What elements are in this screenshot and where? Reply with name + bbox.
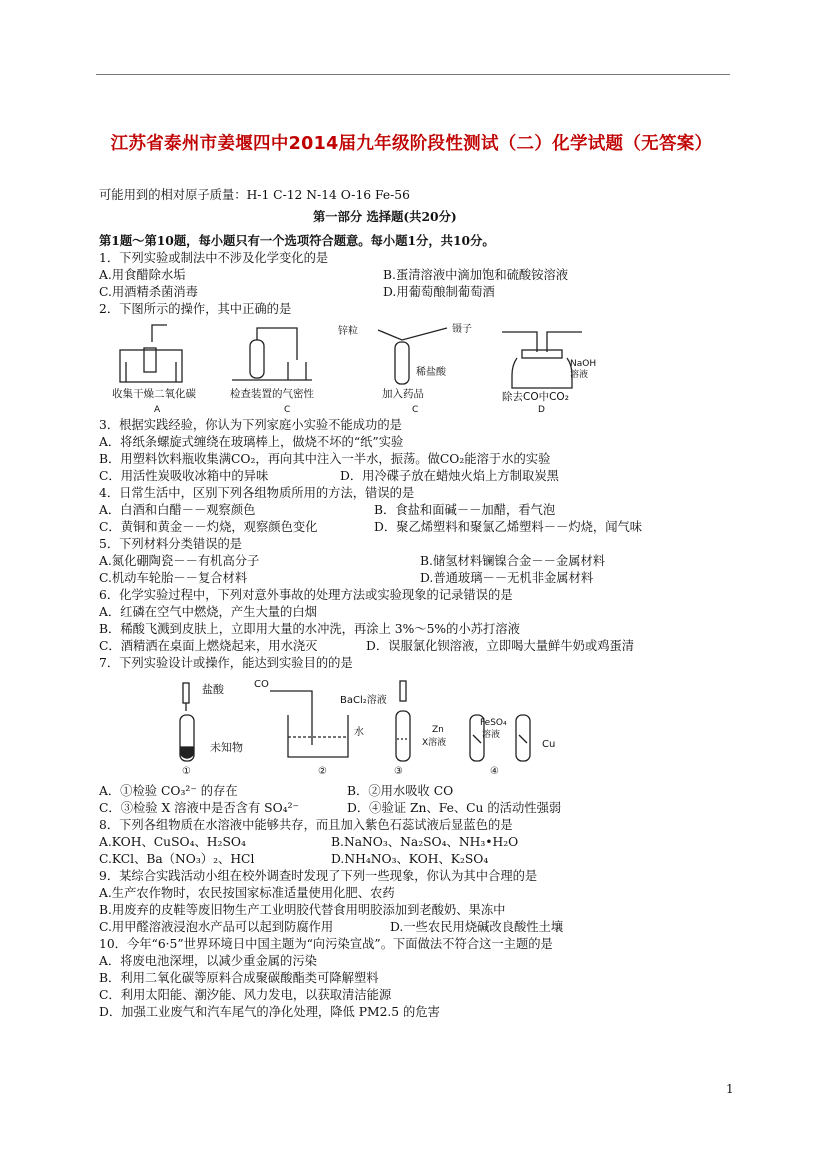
q10-option-a: A．将废电池深埋，以减少重金属的污染 (99, 954, 317, 968)
q9-option-b: B.用废弃的皮鞋等废旧物生产工业明胶代替食用明胶添加到老酸奶、果冻中 (99, 903, 506, 917)
question-6: 6．化学实验过程中，下列对意外事故的处理方法或实验现象的记录错误的是 (99, 588, 513, 602)
fig2-letter-c: C (412, 405, 419, 415)
fig7-label-hcl: 盐酸 (202, 683, 224, 696)
fig2-letter-d: D (538, 405, 545, 415)
page-number: 1 (726, 1082, 734, 1096)
q6-option-a: A．红磷在空气中燃烧，产生大量的白烟 (99, 605, 317, 619)
fig7-label-unknown: 未知物 (210, 741, 243, 754)
question-9: 9．某综合实践活动小组在校外调查时发现了下列一些现象，你认为其中合理的是 (99, 869, 538, 883)
q3-option-a: A．将纸条螺旋式缠绕在玻璃棒上，做烧不坏的“纸”实验 (99, 435, 404, 449)
q9-option-c: C.用甲醛溶液浸泡水产品可以起到防腐作用 (99, 920, 334, 934)
question-8: 8．下列各组物质在水溶液中能够共存，而且加入紫色石蕊试液后显蓝色的是 (99, 818, 513, 832)
fig7-number-3: ③ (394, 766, 403, 777)
q1-option-d: D.用葡萄酿制葡萄酒 (383, 285, 495, 299)
question-4: 4．日常生活中，区别下列各组物质所用的方法，错误的是 (99, 486, 415, 500)
fig7-number-4: ④ (490, 766, 499, 777)
fig2-label-naoh: NaOH (570, 359, 597, 369)
q4-option-c: C．黄铜和黄金－－灼烧，观察颜色变化 (99, 520, 318, 534)
fig7-label-zn: Zn (432, 725, 444, 735)
q1-option-a: A.用食醋除水垢 (99, 268, 186, 282)
fig7-label-cu: Cu (542, 739, 556, 750)
q5-option-c: C.机动车轮胎－－复合材料 (99, 571, 248, 585)
q6-option-b: B．稀酸飞溅到皮肤上，立即用大量的水冲洗，再涂上 3%～5%的小苏打溶液 (99, 622, 520, 636)
q7-option-a: A．①检验 CO₃²⁻ 的存在 (99, 784, 238, 798)
q9-option-a: A.生产农作物时，农民按国家标准适量使用化肥、农药 (99, 886, 395, 900)
q10-option-d: D．加强工业废气和汽车尾气的净化处理，降低 PM2.5 的危害 (99, 1005, 440, 1019)
section-instructions: 第1题～第10题，每小题只有一个选项符合题意。每小题1分，共10分。 (99, 233, 495, 248)
question-7: 7．下列实验设计或操作，能达到实验目的的是 (99, 656, 353, 670)
q4-option-b: B．食盐和面碱－－加醋，看气泡 (374, 503, 556, 517)
fig2-caption-b: 检查装置的气密性 (230, 388, 314, 400)
fig7-label-bacl2: BaCl₂溶液 (340, 695, 387, 706)
fig7-label-x-solution: X溶液 (422, 738, 447, 748)
q8-option-c: C.KCl、Ba（NO₃）₂、HCl (99, 852, 255, 866)
fig2-letter-b: C (284, 405, 291, 415)
q3-option-c: C．用活性炭吸收冰箱中的异味 (99, 469, 269, 483)
q10-option-c: C．利用太阳能、潮汐能、风力发电，以获取清洁能源 (99, 988, 392, 1002)
fig7-label-co: CO (254, 679, 269, 690)
header-rule (96, 74, 730, 75)
fig2-caption-d: 除去CO中CO₂ (502, 391, 569, 403)
q10-option-b: B．利用二氧化碳等原料合成聚碳酸酯类可降解塑料 (99, 971, 379, 985)
question-2: 2．下图所示的操作，其中正确的是 (99, 302, 292, 316)
page-title: 江苏省泰州市姜堰四中2014届九年级阶段性测试（二）化学试题（无答案） (110, 134, 713, 154)
q7-option-d: D．④验证 Zn、Fe、Cu 的活动性强弱 (347, 801, 562, 815)
fig7-number-2: ② (318, 766, 327, 777)
q9-option-d: D.一些农民用烧碱改良酸性土壤 (390, 920, 564, 934)
q7-option-b: B．②用水吸收 CO (347, 784, 454, 798)
q7-apparatus-figure (170, 675, 580, 780)
q8-option-a: A.KOH、CuSO₄、H₂SO₄ (99, 835, 246, 849)
q1-option-c: C.用酒精杀菌消毒 (99, 285, 198, 299)
q5-option-b: B.储氢材料镧镍合金－－金属材料 (420, 554, 606, 568)
q3-option-b: B．用塑料饮料瓶收集满CO₂，再向其中注入一半水，振荡。做CO₂能溶于水的实验 (99, 452, 551, 466)
q6-option-c: C．酒精洒在桌面上燃烧起来，用水浇灭 (99, 639, 318, 653)
fig2-letter-a: A (154, 405, 161, 415)
q4-option-a: A．白酒和白醋－－观察颜色 (99, 503, 256, 517)
fig2-label-zinc: 锌粒 (338, 326, 358, 337)
q7-option-c: C．③检验 X 溶液中是否含有 SO₄²⁻ (99, 801, 300, 815)
fig2-label-hcl: 稀盐酸 (416, 367, 446, 378)
question-5: 5．下列材料分类错误的是 (99, 537, 243, 551)
question-1: 1．下列实验或制法中不涉及化学变化的是 (99, 251, 329, 265)
q3-option-d: D．用冷碟子放在蜡烛火焰上方制取炭黑 (340, 469, 559, 483)
part-heading: 第一部分 选择题(共20分) (313, 209, 457, 224)
q4-option-d: D．聚乙烯塑料和聚氯乙烯塑料－－灼烧，闻气味 (374, 520, 643, 534)
q2-apparatus-figure (112, 320, 597, 415)
q1-option-b: B.蛋清溶液中滴加饱和硫酸铵溶液 (383, 268, 569, 282)
q6-option-d: D．误服氯化钡溶液，立即喝大量鲜牛奶或鸡蛋清 (366, 639, 635, 653)
fig7-label-water: 水 (354, 727, 364, 738)
fig7-number-1: ① (182, 766, 191, 777)
fig7-label-feso4: FeSO₄ (480, 718, 507, 728)
atomic-mass-line: 可能用到的相对原子质量：H-1 C-12 N-14 O-16 Fe-56 (99, 188, 410, 202)
q5-option-d: D.普通玻璃－－无机非金属材料 (420, 571, 594, 585)
q8-option-d: D.NH₄NO₃、KOH、K₂SO₄ (331, 852, 489, 866)
fig2-label-tweezers: 镊子 (452, 324, 472, 335)
fig2-caption-a: 收集干燥二氧化碳 (112, 388, 196, 400)
question-3: 3．根据实践经验，你认为下列家庭小实验不能成功的是 (99, 418, 402, 432)
q8-option-b: B.NaNO₃、Na₂SO₄、NH₃•H₂O (331, 835, 519, 849)
fig2-caption-c: 加入药品 (382, 388, 424, 400)
fig2-label-solution: 溶液 (570, 370, 589, 380)
fig7-label-solution: 溶液 (482, 730, 501, 740)
q5-option-a: A.氮化硼陶瓷－－有机高分子 (99, 554, 260, 568)
question-10: 10．今年“6·5”世界环境日中国主题为“向污染宣战”。下面做法不符合这一主题的是 (99, 937, 553, 951)
